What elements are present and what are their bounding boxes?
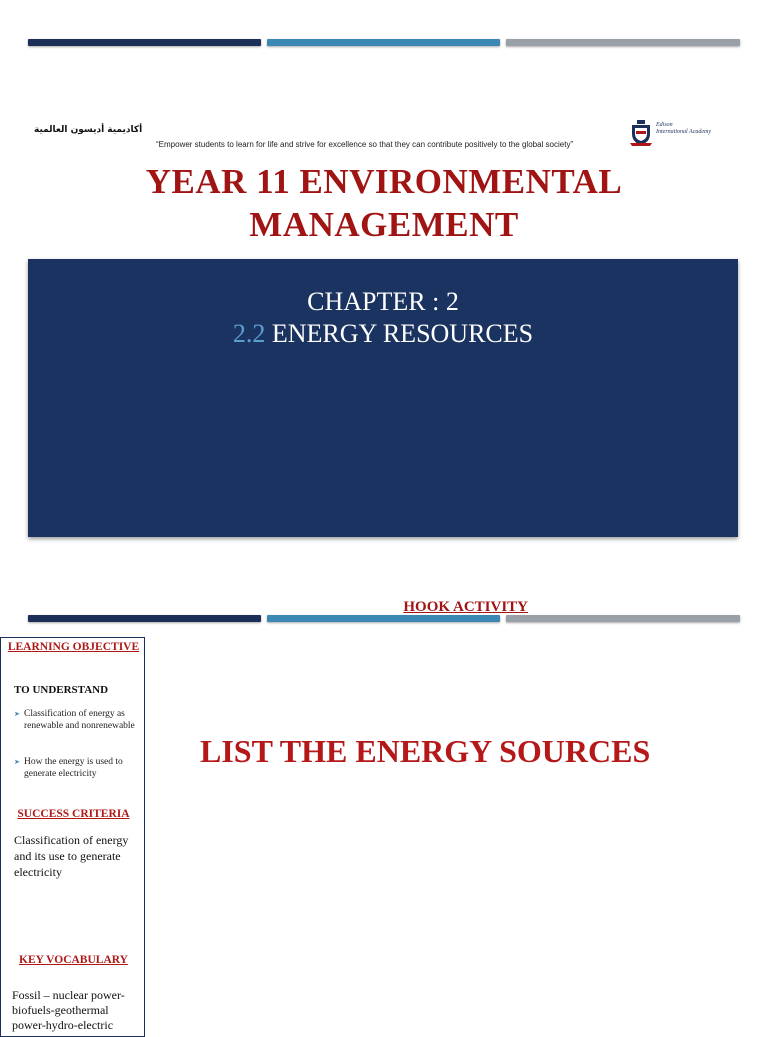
objective-bullet <box>14 708 139 732</box>
arrow-bullet-icon: ➤ <box>14 710 20 718</box>
objective-bullet-text: How the energy is used to generate electricity <box>24 757 123 779</box>
section-number: 2.2 <box>232 319 266 348</box>
arrow-bullet-icon: ➤ <box>14 758 20 766</box>
section-title <box>28 319 738 349</box>
objective-bullet <box>14 756 139 780</box>
title-line-1: YEAR 11 ENVIRONMENTAL <box>145 162 623 201</box>
top-bar-navy <box>28 39 261 46</box>
objective-bullet-text: Classification of energy as renewable and nonrenewable <box>24 709 135 731</box>
hook-activity-heading: HOOK ACTIVITY <box>403 599 528 615</box>
success-criteria-text: Classification of energy and its use to generate electricity <box>14 833 129 879</box>
success-criteria-heading: SUCCESS CRITERIA <box>17 808 130 820</box>
title-line-2: MANAGEMENT <box>249 205 519 244</box>
learning-objective-heading: LEARNING OBJECTIVE <box>7 641 140 653</box>
key-vocabulary-heading: KEY VOCABULARY <box>19 954 128 966</box>
mid-bar-grey <box>506 615 740 622</box>
chapter-label: CHAPTER : 2 <box>307 287 459 316</box>
top-bar-grey <box>506 39 740 46</box>
logo-name: Edison <box>656 122 673 128</box>
mid-bar-blue <box>267 615 500 622</box>
crest-icon <box>630 120 652 146</box>
learning-sidebar <box>0 637 145 1037</box>
school-logo <box>630 120 720 150</box>
top-bar-blue <box>267 39 500 46</box>
logo-subtitle: International Academy <box>656 129 712 135</box>
mid-bar-navy <box>28 615 261 622</box>
logo-text <box>656 122 711 136</box>
page-title <box>0 160 768 246</box>
key-vocabulary-text: Fossil – nuclear power-biofuels-geothermal power-hydro-electric <box>12 988 125 1032</box>
section-name: ENERGY RESOURCES <box>271 319 534 348</box>
chapter-panel <box>28 259 738 537</box>
school-motto: “Empower students to learn for life and strive for excellence so that they can contribute positively to the global society” <box>156 140 574 149</box>
main-prompt: LIST THE ENERGY SOURCES <box>200 733 651 769</box>
arabic-school-name: أكاديمية أديسون العالمية <box>34 125 143 135</box>
to-understand-label: TO UNDERSTAND <box>14 684 109 696</box>
